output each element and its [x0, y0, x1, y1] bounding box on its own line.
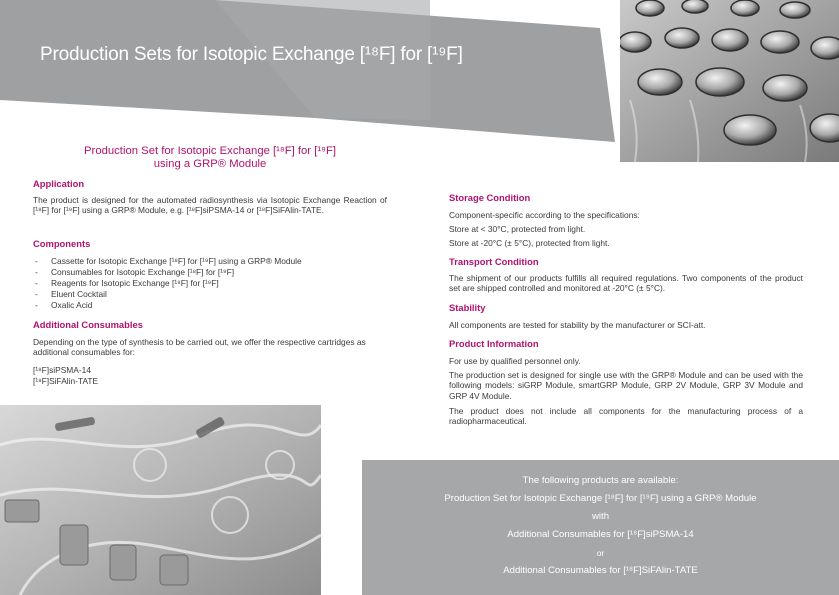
available-consumables-2: Additional Consumables for [¹⁸F]SiFAlin-TATE — [503, 565, 698, 576]
subtitle-line-1: Production Set for Isotopic Exchange [¹⁸F] for [¹⁹F] — [84, 145, 336, 157]
consumable-item-2: [¹⁸F]SiFAlin-TATE — [33, 376, 99, 386]
application-text: The product is designed for the automated radiosynthesis via Isotopic Exchange Reaction of [¹⁸F] for [¹⁹F] using a GRP® Module, e.g. [¹⁸F]siPSMA-14 or [¹⁸F]SiFAlin-TATE. — [33, 195, 387, 216]
transport-heading: Transport Condition — [449, 256, 539, 267]
available-consumables-1: Additional Consumables for [¹⁸F]siPSMA-14 — [507, 529, 694, 540]
available-products-intro: The following products are available: — [522, 475, 679, 486]
available-products-box — [362, 460, 839, 595]
list-item: - Consumables for Isotopic Exchange [¹⁸F] for [¹⁹F] — [33, 267, 383, 278]
additional-consumables-text: Depending on the type of synthesis to be carried out, we offer the respective cartridges as additional consumables for: — [33, 337, 366, 358]
header-banner — [0, 0, 615, 142]
available-or: or — [596, 549, 605, 558]
product-subtitle — [33, 145, 387, 171]
storage-line-1: Component-specific according to the specifications: — [449, 210, 640, 220]
list-item: - Eluent Cocktail — [33, 289, 383, 300]
cassette-photo — [0, 405, 321, 595]
list-item: - Oxalic Acid — [33, 300, 383, 311]
product-info-line-1: For use by qualified personnel only. — [449, 356, 581, 366]
components-list — [33, 256, 383, 311]
product-info-paragraph-3: The product does not include all components for the manufacturing process of a radiopharmaceutical. — [449, 406, 803, 427]
storage-heading: Storage Condition — [449, 192, 531, 203]
consumable-item-1: [¹⁸F]siPSMA-14 — [33, 365, 91, 375]
list-item: - Reagents for Isotopic Exchange [¹⁸F] for [¹⁹F] — [33, 278, 383, 289]
subtitle-line-2: using a GRP® Module — [153, 158, 267, 170]
application-heading: Application — [33, 178, 85, 189]
stability-text: All components are tested for stability by the manufacturer or SCI-att. — [449, 320, 706, 330]
stability-heading: Stability — [449, 302, 486, 313]
product-info-paragraph-2: The production set is designed for single use with the GRP® Module and can be used with the following models: siGRP Module, smartGRP Module, GRP 2V Module, GRP 3V Module and GRP 4V Module. — [449, 370, 803, 401]
vials-photo — [620, 0, 839, 162]
transport-text: The shipment of our products fulfills all required regulations. Two components of the product set are shipped controlled and monitored at -20°C (± 5°C). — [449, 273, 803, 294]
list-item: - Cassette for Isotopic Exchange [¹⁸F] for [¹⁹F] using a GRP® Module — [33, 256, 383, 267]
available-with: with — [591, 511, 610, 522]
page-title: Production Sets for Isotopic Exchange [¹⁸F] for [¹⁹F] — [40, 44, 463, 65]
product-info-heading: Product Information — [449, 338, 539, 349]
available-product-set: Production Set for Isotopic Exchange [¹⁸F] for [¹⁹F] using a GRP® Module — [444, 493, 757, 504]
additional-consumables-heading: Additional Consumables — [33, 319, 143, 330]
storage-line-2: Store at < 30°C, protected from light. — [449, 224, 586, 234]
storage-line-3: Store at -20°C (± 5°C), protected from light. — [449, 238, 610, 248]
components-heading: Components — [33, 238, 91, 249]
